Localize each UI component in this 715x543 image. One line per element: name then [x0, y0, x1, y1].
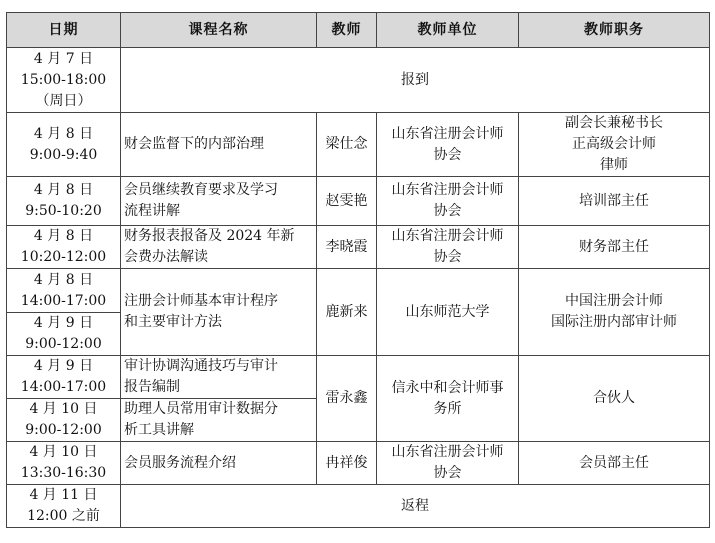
date-day: 4 月 8 日 [33, 271, 94, 288]
course-text: 报告编制 [124, 379, 180, 395]
unit-cell [377, 442, 519, 485]
teacher-cell: 冉祥俊 [317, 442, 377, 485]
course-text: 会员服务流程介绍 [124, 454, 236, 471]
title-cell [519, 113, 710, 177]
date-cell [7, 313, 121, 356]
unit-text: 山东省注册会计师 [391, 444, 504, 460]
title-cell [519, 177, 710, 226]
course-text: 财务报表报备及 2024 年新 [124, 228, 295, 244]
table-row [7, 269, 710, 313]
title-text: 会员部主任 [579, 454, 649, 471]
header-row [7, 13, 710, 48]
table-row [7, 177, 710, 226]
date-day: 4 月 8 日 [33, 182, 94, 198]
header-title: 教师职务 [519, 13, 710, 48]
title-text: 财务部主任 [579, 238, 649, 255]
date-cell [7, 177, 121, 226]
date-day: 4 月 9 日 [33, 315, 94, 331]
date-time: 9:50-10:20 [25, 203, 102, 219]
title-text: 副会长兼秘书长 [565, 115, 663, 131]
date-cell [7, 269, 121, 313]
date-day: 4 月 8 日 [33, 228, 94, 244]
date-time: 14:00-17:00 [20, 379, 107, 395]
course-cell [121, 399, 317, 442]
date-cell [7, 485, 121, 528]
unit-cell [377, 113, 519, 177]
unit-cell [377, 177, 519, 226]
title-text: 中国注册会计师 [565, 293, 663, 309]
course-text: 财会监督下的内部治理 [124, 136, 264, 152]
header-teacher: 教师 [317, 13, 377, 48]
date-cell [7, 399, 121, 442]
date-time: 10:20-12:00 [20, 249, 107, 265]
table-row [7, 485, 710, 528]
course-text: 注册会计师基本审计程序 [124, 293, 278, 309]
course-cell [121, 356, 317, 399]
header-unit: 教师单位 [377, 13, 519, 48]
table-row [7, 356, 710, 399]
course-cell [121, 177, 317, 226]
course-text: 助理人员常用审计数据分 [124, 401, 278, 417]
date-time: 13:30-16:30 [20, 465, 107, 481]
unit-text: 信永中和会计师事 [391, 379, 504, 396]
date-cell [7, 442, 121, 485]
unit-text: 山东省注册会计师 [391, 125, 504, 142]
course-cell [121, 269, 317, 356]
unit-cell [377, 226, 519, 269]
title-text: 培训部主任 [579, 192, 649, 209]
table-row [7, 226, 710, 269]
date-day: 4 月 8 日 [33, 125, 94, 142]
table-row [7, 113, 710, 177]
unit-cell [377, 269, 519, 356]
title-cell [519, 356, 710, 442]
course-text: 流程讲解 [124, 203, 180, 219]
date-cell [7, 226, 121, 269]
header-course: 课程名称 [121, 13, 317, 48]
date-weekday: （周日） [35, 92, 92, 109]
course-cell [121, 226, 317, 269]
training-schedule-table [6, 12, 710, 528]
title-cell [519, 269, 710, 356]
date-cell [7, 113, 121, 177]
date-day: 4 月 11 日 [29, 487, 98, 503]
date-time: 9:00-12:00 [25, 422, 102, 438]
date-time: 15:00-18:00 [20, 71, 107, 88]
merged-activity-cell: 报到 [121, 48, 710, 113]
title-text: 合伙人 [593, 390, 635, 406]
merged-activity-cell: 返程 [121, 485, 710, 528]
schedule-container [6, 12, 710, 528]
teacher-cell: 赵雯艳 [317, 177, 377, 226]
date-time: 9:00-12:00 [25, 336, 102, 352]
date-day: 4 月 7 日 [33, 50, 94, 67]
course-cell [121, 442, 317, 485]
title-text: 正高级会计师 [572, 136, 656, 152]
unit-text: 山东师范大学 [405, 303, 490, 320]
unit-text: 务所 [433, 400, 462, 417]
teacher-cell: 雷永鑫 [317, 356, 377, 442]
title-text: 律师 [600, 157, 628, 173]
course-text: 和主要审计方法 [124, 314, 222, 330]
table-row [7, 442, 710, 485]
unit-text: 协会 [433, 249, 462, 265]
unit-text: 协会 [433, 465, 462, 481]
date-time: 12:00 之前 [27, 508, 100, 524]
teacher-cell: 李晓霞 [317, 226, 377, 269]
title-cell [519, 226, 710, 269]
date-time: 14:00-17:00 [20, 292, 107, 309]
teacher-cell: 鹿新来 [317, 269, 377, 356]
date-time: 9:00-9:40 [29, 146, 98, 163]
date-day: 4 月 10 日 [29, 401, 98, 417]
unit-text: 山东省注册会计师 [391, 182, 504, 198]
header-date: 日期 [7, 13, 121, 48]
unit-cell [377, 356, 519, 442]
date-cell [7, 48, 121, 113]
course-text: 审计协调沟通技巧与审计 [124, 358, 278, 374]
date-day: 4 月 9 日 [33, 358, 94, 374]
course-text: 会费办法解读 [124, 249, 208, 265]
unit-text: 协会 [433, 146, 462, 163]
course-cell [121, 113, 317, 177]
date-cell [7, 356, 121, 399]
table-row [7, 48, 710, 113]
unit-text: 山东省注册会计师 [391, 228, 504, 244]
course-text: 析工具讲解 [124, 422, 194, 438]
title-cell [519, 442, 710, 485]
title-text: 国际注册内部审计师 [551, 314, 677, 330]
course-text: 会员继续教育要求及学习 [124, 182, 278, 198]
teacher-cell: 梁仕念 [317, 113, 377, 177]
unit-text: 协会 [433, 203, 462, 219]
date-day: 4 月 10 日 [29, 444, 98, 460]
